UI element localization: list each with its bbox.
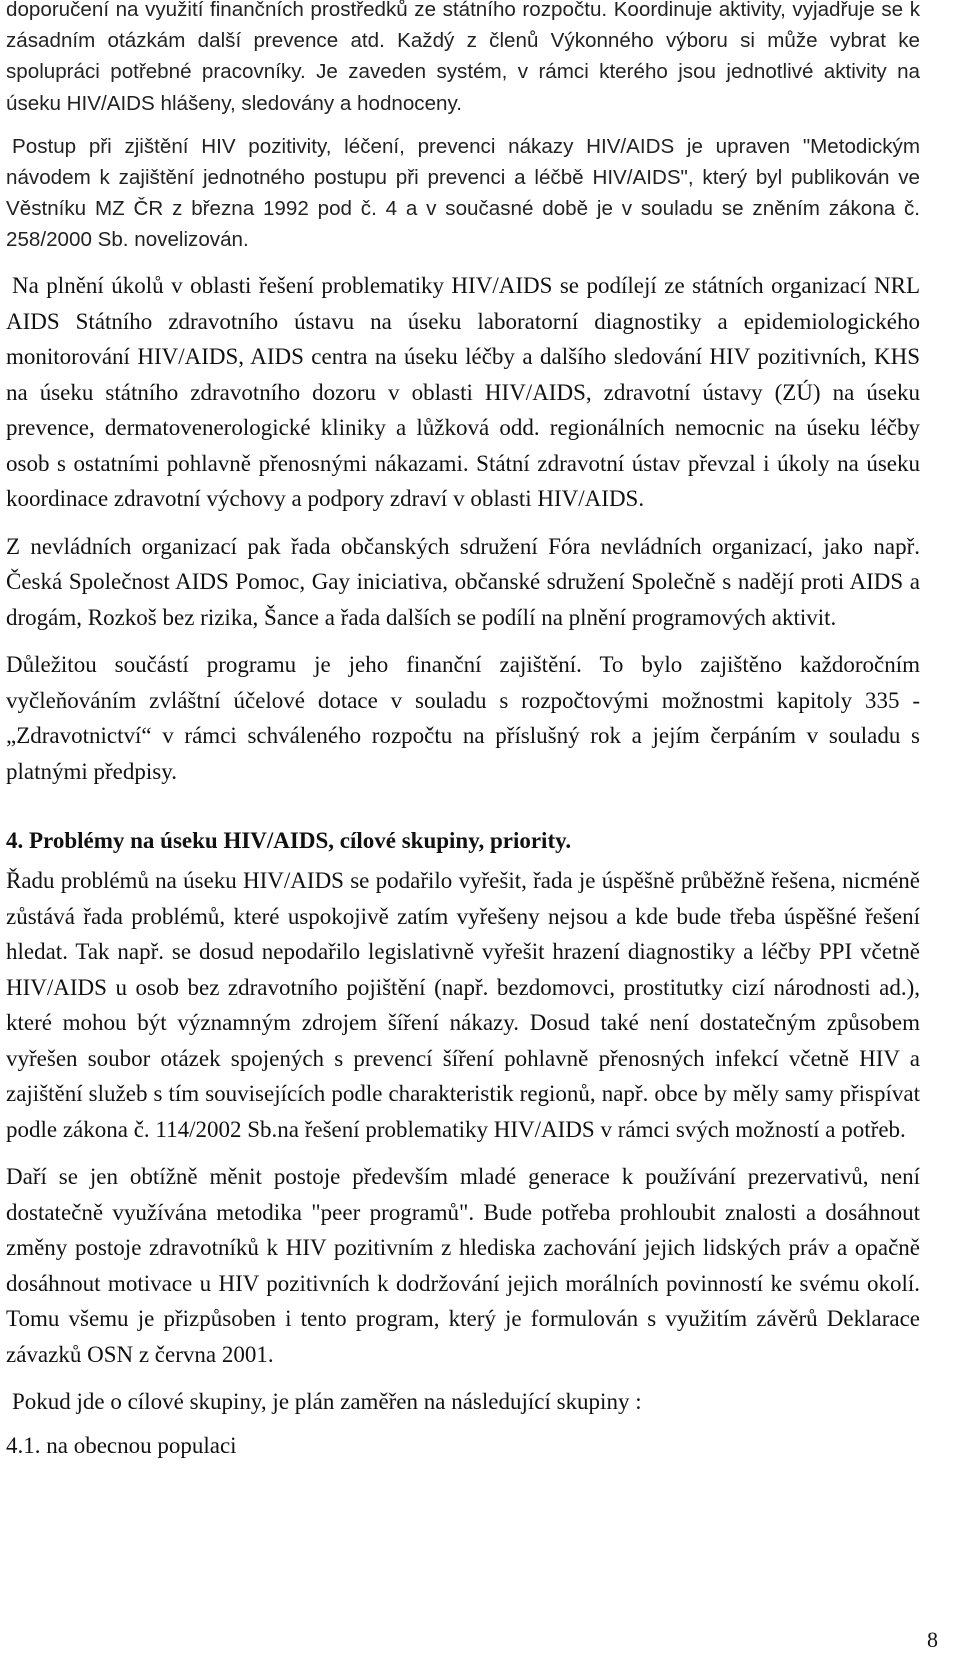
paragraph-financing: Důležitou součástí programu je jeho finanční zajištění. To bylo zajištěno každoročním vyčleňováním zvláštní účelové dotace v souladu s rozpočtovými možnostmi kapitoly 335 - „Zdravotnictví“ v rámci schváleného rozpočtu na příslušný rok a jejím čerpáním v souladu s platnými předpisy.	[6, 652, 920, 784]
paragraph-executive-committee: doporučení na využití finančních prostředků ze státního rozpočtu. Koordinuje aktivity, vyjadřuje se k zásadním otázkám další prevence atd. Každý z členů Výkonného výboru si může vybrat ke spolupráci potřebné pracovníky. Je zaveden systém, v rámci kterého jsou jednotlivé aktivity na úseku HIV/AIDS hlášeny, sledovány a hodnoceny.	[6, 0, 920, 115]
paragraph-problems: Řadu problémů na úseku HIV/AIDS se podařilo vyřešit, řada je úspěšně průběžně řešena, nicméně zůstává řada problémů, které uspokojivě zatím vyřešeny nejsou a kde bude třeba úspěšné řešení hledat. Tak např. se dosud nepodařilo legislativně vyřešit hrazení diagnostiky a léčby PPI včetně HIV/AIDS u osob bez zdravotního pojištění (např. bezdomovci, prostitutky cizí národnosti ad.), které mohou být významným zdrojem šíření nákazy. Dosud také není dostatečným způsobem vyřešen soubor otázek spojených s prevencí šíření pohlavně přenosných infekcí včetně HIV a zajištění služeb s tím souvisejících podle charakteristik regionů, např. obce by měly samy přispívat podle zákona č. 114/2002 Sb.na řešení problematiky HIV/AIDS v rámci svých možností a potřeb.	[6, 868, 920, 1142]
paragraph-ngo: Z nevládních organizací pak řada občanských sdružení Fóra nevládních organizací, jako např. Česká Společnost AIDS Pomoc, Gay iniciativa, občanské sdružení Společně s nadějí proti AIDS a drogám, Rozkoš bez rizika, Šance a řada dalších se podílí na plnění programových aktivit.	[6, 533, 920, 630]
paragraph-hiv-procedure: Postup při zjištění HIV pozitivity, léčení, prevenci nákazy HIV/AIDS je upraven "Metodickým návodem k zajištění jednotného postupu při prevenci a léčbě HIV/AIDS", který byl publikován ve Věstníku MZ ČR z března 1992 pod č. 4 a v současné době je v souladu se zněním zákona č. 258/2000 Sb. novelizován.	[6, 134, 920, 252]
list-item-general-population: 4.1. na obecnou populaci	[6, 1432, 237, 1458]
page-number: 8	[927, 1627, 938, 1652]
section-heading: 4. Problémy na úseku HIV/AIDS, cílové skupiny, priority.	[6, 828, 572, 853]
sans-text-section	[6, 0, 920, 256]
paragraph-attitudes: Daří se jen obtížně měnit postoje především mladé generace k používání prezervativů, není dostatečně využívána metodika "peer programů". Bude potřeba prohloubit znalosti a dosáhnout změny postoje zdravotníků k HIV pozitivním z hlediska zachování jejich lidských práv a opačně dosáhnout motivace u HIV pozitivních k dodržování jejich morálních povinností ke svému okolí. Tomu všemu je přizpůsoben i tento program, který je formulován s využitím závěrů Deklarace závazků OSN z června 2001.	[6, 1164, 920, 1367]
serif-text-section-1	[6, 268, 920, 789]
paragraph-state-organizations: Na plnění úkolů v oblasti řešení problematiky HIV/AIDS se podílejí ze státních organizací NRL AIDS Státního zdravotního ústavu na úseku laboratorní diagnostiky a epidemiologického monitorování HIV/AIDS, AIDS centra na úseku léčby a dalšího sledování HIV pozitivních, KHS na úseku státního zdravotního dozoru v oblasti HIV/AIDS, zdravotní ústavy (ZÚ) na úseku prevence, dermatovenerologické kliniky a lůžková odd. regionálních nemocnic na úseku léčby osob s ostatními pohlavně přenosnými nákazami. Státní zdravotní ústav převzal i úkoly na úseku koordinace zdravotní výchovy a podpory zdraví v oblasti HIV/AIDS.	[6, 273, 920, 511]
serif-text-section-2	[6, 863, 920, 1463]
paragraph-target-groups: Pokud jde o cílové skupiny, je plán zaměřen na následující skupiny :	[12, 1389, 642, 1414]
